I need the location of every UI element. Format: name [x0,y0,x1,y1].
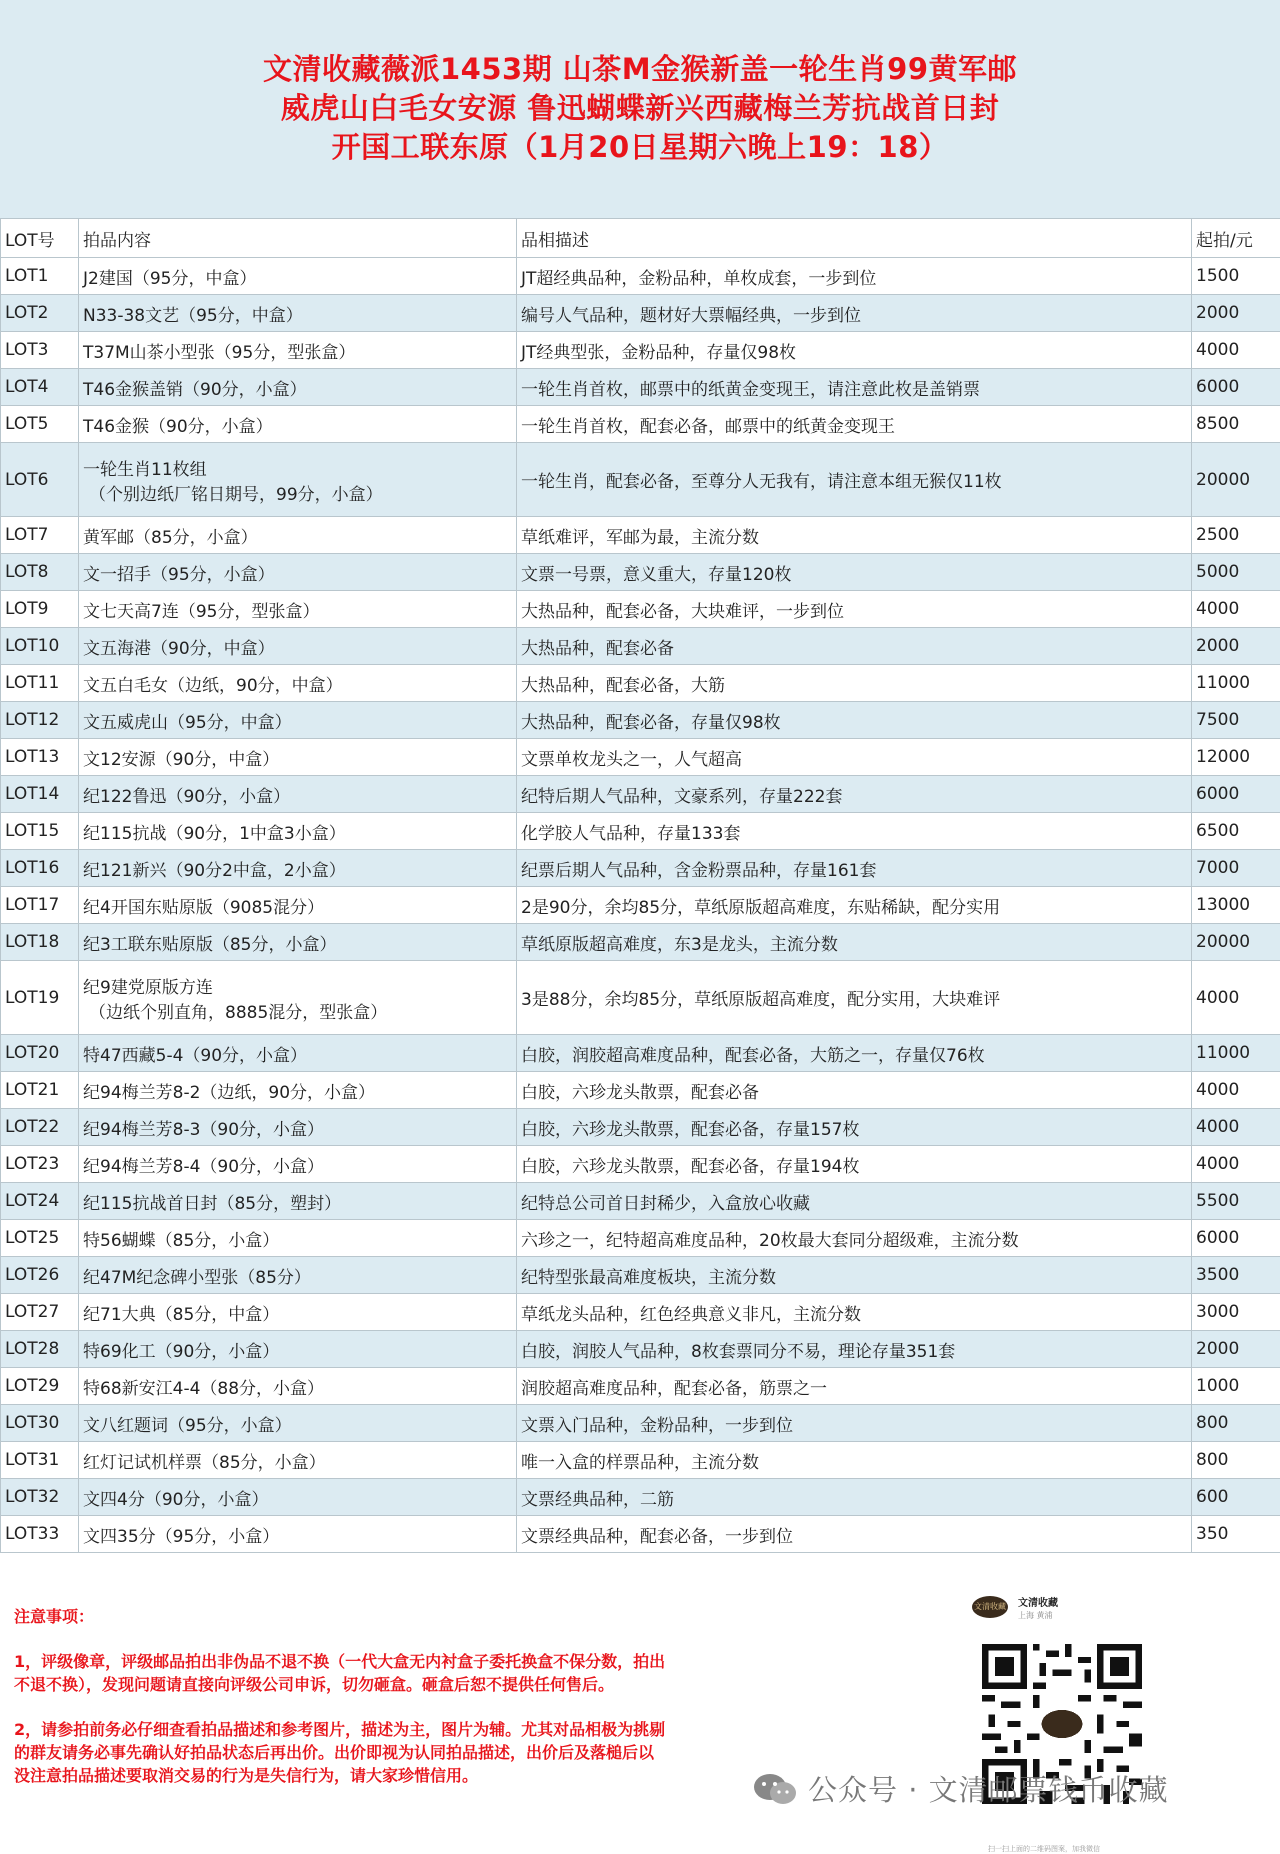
title-line-2: 威虎山白毛女安源 鲁迅蝴蝶新兴西藏梅兰芳抗战首日封 [0,89,1280,128]
item-cell: T37M山茶小型张（95分，型张盒） [79,332,517,369]
item-cell: J2建国（95分，中盒） [79,258,517,295]
lot-number-cell: LOT6 [1,443,79,517]
table-row [1,258,1280,295]
notes-p2-line1: 2，请参拍前务必仔细查看拍品描述和参考图片，描述为主，图片为辅。尤其对品相极为挑剔 [14,1718,774,1741]
lot-number-cell: LOT14 [1,776,79,813]
description-cell: JT经典型张，金粉品种，存量仅98枚 [517,332,1192,369]
start-price-cell: 1000 [1192,1368,1280,1405]
watermark [752,1768,1169,1809]
table-row [1,1257,1280,1294]
table-row [1,517,1280,554]
item-cell: 特69化工（90分，小盒） [79,1331,517,1368]
description-cell: 唯一入盒的样票品种，主流分数 [517,1442,1192,1479]
lot-number-cell: LOT20 [1,1035,79,1072]
description-cell: 六珍之一，纪特超高难度品种，20枚最大套同分超级难，主流分数 [517,1220,1192,1257]
start-price-cell: 6000 [1192,1220,1280,1257]
description-cell: 纪特型张最高难度板块，主流分数 [517,1257,1192,1294]
lot-number-cell: LOT13 [1,739,79,776]
table-row [1,1442,1280,1479]
notes-p2-line2: 的群友请务必事先确认好拍品状态后再出价。出价即视为认同拍品描述，出价后及落槌后以 [14,1741,774,1764]
start-price-cell: 600 [1192,1479,1280,1516]
lot-number-cell: LOT2 [1,295,79,332]
lot-number-cell: LOT12 [1,702,79,739]
lot-number-cell: LOT26 [1,1257,79,1294]
notes-title: 注意事项： [14,1604,94,1627]
description-cell: 编号人气品种，题材好大票幅经典，一步到位 [517,295,1192,332]
item-cell: 文四4分（90分，小盒） [79,1479,517,1516]
item-cell: 纪121新兴（90分2中盒，2小盒） [79,850,517,887]
table-row [1,1516,1280,1553]
table-row [1,1220,1280,1257]
start-price-cell: 1500 [1192,258,1280,295]
item-line-2: （边纸个别直角，8885混分，型张盒） [83,998,512,1023]
lot-number-cell: LOT1 [1,258,79,295]
table-row [1,332,1280,369]
item-cell: T46金猴（90分，小盒） [79,406,517,443]
col-header-item: 拍品内容 [79,219,517,258]
table-header-row [1,219,1280,258]
table-row [1,887,1280,924]
description-cell: 白胶，润胶超高难度品种，配套必备，大筋之一，存量仅76枚 [517,1035,1192,1072]
table-row [1,776,1280,813]
table-row [1,1405,1280,1442]
description-cell: 文票一号票，意义重大，存量120枚 [517,554,1192,591]
table-row [1,369,1280,406]
description-cell: 文票经典品种，配套必备，一步到位 [517,1516,1192,1553]
lot-number-cell: LOT22 [1,1109,79,1146]
start-price-cell: 4000 [1192,332,1280,369]
item-cell: 文五威虎山（95分，中盒） [79,702,517,739]
start-price-cell: 2500 [1192,517,1280,554]
start-price-cell: 6500 [1192,813,1280,850]
item-cell: 文五白毛女（边纸，90分，中盒） [79,665,517,702]
brand-row [972,1588,1162,1628]
lot-number-cell: LOT27 [1,1294,79,1331]
start-price-cell: 4000 [1192,961,1280,1035]
item-cell: 红灯记试机样票（85分，小盒） [79,1442,517,1479]
lot-number-cell: LOT18 [1,924,79,961]
start-price-cell: 11000 [1192,1035,1280,1072]
description-cell: 大热品种，配套必备，大块难评，一步到位 [517,591,1192,628]
start-price-cell: 6000 [1192,369,1280,406]
lot-number-cell: LOT15 [1,813,79,850]
item-cell: 文七天高7连（95分，型张盒） [79,591,517,628]
lot-number-cell: LOT33 [1,1516,79,1553]
item-cell: 特47西藏5-4（90分，小盒） [79,1035,517,1072]
table-row [1,1294,1280,1331]
item-cell: 纪115抗战首日封（85分，塑封） [79,1183,517,1220]
description-cell: 白胶，六珍龙头散票，配套必备，存量194枚 [517,1146,1192,1183]
notes-paragraph-1 [14,1650,774,1696]
description-cell: 纪特后期人气品种，文豪系列，存量222套 [517,776,1192,813]
description-cell: 大热品种，配套必备，存量仅98枚 [517,702,1192,739]
item-cell: 纪3工联东贴原版（85分，小盒） [79,924,517,961]
start-price-cell: 12000 [1192,739,1280,776]
lot-number-cell: LOT10 [1,628,79,665]
table-row [1,1183,1280,1220]
start-price-cell: 2000 [1192,295,1280,332]
lot-number-cell: LOT8 [1,554,79,591]
item-cell: 纪94梅兰芳8-3（90分，小盒） [79,1109,517,1146]
item-cell [79,961,517,1035]
lot-number-cell: LOT19 [1,961,79,1035]
item-cell: 文五海港（90分，中盒） [79,628,517,665]
lot-number-cell: LOT3 [1,332,79,369]
start-price-cell: 5000 [1192,554,1280,591]
description-cell: 大热品种，配套必备 [517,628,1192,665]
start-price-cell: 2000 [1192,628,1280,665]
start-price-cell: 800 [1192,1405,1280,1442]
lot-number-cell: LOT9 [1,591,79,628]
notes-paragraph-2 [14,1718,774,1787]
description-cell: 白胶，六珍龙头散票，配套必备，存量157枚 [517,1109,1192,1146]
table-row [1,295,1280,332]
item-cell: 纪47M纪念碑小型张（85分） [79,1257,517,1294]
start-price-cell: 20000 [1192,924,1280,961]
lot-number-cell: LOT29 [1,1368,79,1405]
lot-number-cell: LOT7 [1,517,79,554]
table-row [1,1368,1280,1405]
item-line-1: 一轮生肖11枚组 [83,460,207,480]
item-cell: 纪4开国东贴原版（9085混分） [79,887,517,924]
item-cell: 文八红题词（95分，小盒） [79,1405,517,1442]
item-line-1: 纪9建党原版方连 [83,978,213,998]
table-row [1,739,1280,776]
lot-number-cell: LOT21 [1,1072,79,1109]
description-cell: JT超经典品种，金粉品种，单枚成套，一步到位 [517,258,1192,295]
description-cell: 纪票后期人气品种，含金粉票品种，存量161套 [517,850,1192,887]
qr-caption: 扫一扫上面的二维码图案，加我微信 [988,1844,1100,1854]
table-row [1,591,1280,628]
lot-number-cell: LOT32 [1,1479,79,1516]
start-price-cell: 8500 [1192,406,1280,443]
table-row [1,1035,1280,1072]
start-price-cell: 3500 [1192,1257,1280,1294]
notes-p1-line2: 不退不换），发现问题请直接向评级公司申诉，切勿砸盒。砸盒后恕不提供任何售后。 [14,1673,774,1696]
start-price-cell: 4000 [1192,591,1280,628]
brand-name: 文清收藏 [1018,1594,1058,1609]
notes-p1-line1: 1，评级像章，评级邮品拍出非伪品不退不换（一代大盒无内衬盒子委托换盒不保分数，拍出 [14,1650,774,1673]
description-cell: 草纸龙头品种，红色经典意义非凡，主流分数 [517,1294,1192,1331]
table-row [1,443,1280,517]
lot-number-cell: LOT25 [1,1220,79,1257]
item-cell: 纪115抗战（90分，1中盒3小盒） [79,813,517,850]
lot-number-cell: LOT5 [1,406,79,443]
brand-logo: 文清收藏 [972,1596,1008,1618]
item-cell: 黄军邮（85分，小盒） [79,517,517,554]
lot-number-cell: LOT17 [1,887,79,924]
table-row [1,406,1280,443]
lot-number-cell: LOT23 [1,1146,79,1183]
start-price-cell: 2000 [1192,1331,1280,1368]
description-cell: 一轮生肖，配套必备，至尊分人无我有，请注意本组无猴仅11枚 [517,443,1192,517]
col-header-desc: 品相描述 [517,219,1192,258]
description-cell: 一轮生肖首枚，配套必备，邮票中的纸黄金变现王 [517,406,1192,443]
item-cell: 纪122鲁迅（90分，小盒） [79,776,517,813]
table-row [1,1109,1280,1146]
description-cell: 草纸难评，军邮为最，主流分数 [517,517,1192,554]
item-cell: 特56蝴蝶（85分，小盒） [79,1220,517,1257]
description-cell: 大热品种，配套必备，大筋 [517,665,1192,702]
description-cell: 文票入门品种，金粉品种，一步到位 [517,1405,1192,1442]
notes-section [0,1560,1280,1830]
table-row [1,1072,1280,1109]
table-row [1,924,1280,961]
start-price-cell: 350 [1192,1516,1280,1553]
description-cell: 化学胶人气品种，存量133套 [517,813,1192,850]
start-price-cell: 4000 [1192,1072,1280,1109]
watermark-text: 公众号 · 文清邮票钱币收藏 [808,1768,1169,1809]
description-cell: 2是90分，余均85分，草纸原版超高难度，东贴稀缺，配分实用 [517,887,1192,924]
notes-p2-line3: 没注意拍品描述要取消交易的行为是失信行为，请大家珍惜信用。 [14,1764,774,1787]
description-cell: 一轮生肖首枚，邮票中的纸黄金变现王，请注意此枚是盖销票 [517,369,1192,406]
item-cell [79,443,517,517]
item-line-2: （个别边纸厂铭日期号，99分，小盒） [83,480,512,505]
start-price-cell: 3000 [1192,1294,1280,1331]
item-cell: 文12安源（90分，中盒） [79,739,517,776]
start-price-cell: 20000 [1192,443,1280,517]
table-row [1,702,1280,739]
table-row [1,1331,1280,1368]
description-cell: 草纸原版超高难度，东3是龙头，主流分数 [517,924,1192,961]
table-row [1,1479,1280,1516]
table-row [1,850,1280,887]
description-cell: 3是88分，余均85分，草纸原版超高难度，配分实用，大块难评 [517,961,1192,1035]
lot-number-cell: LOT11 [1,665,79,702]
start-price-cell: 7500 [1192,702,1280,739]
table-row [1,665,1280,702]
table-body [1,258,1280,1553]
table-row [1,554,1280,591]
title-line-3: 开国工联东原（1月20日星期六晚上19：18） [0,128,1280,167]
item-cell: 纪94梅兰芳8-2（边纸，90分，小盒） [79,1072,517,1109]
start-price-cell: 5500 [1192,1183,1280,1220]
lot-number-cell: LOT24 [1,1183,79,1220]
description-cell: 润胶超高难度品种，配套必备，筋票之一 [517,1368,1192,1405]
description-cell: 纪特总公司首日封稀少，入盒放心收藏 [517,1183,1192,1220]
lot-number-cell: LOT31 [1,1442,79,1479]
item-cell: 特68新安江4-4（88分，小盒） [79,1368,517,1405]
item-cell: 纪71大典（85分，中盒） [79,1294,517,1331]
lot-number-cell: LOT30 [1,1405,79,1442]
lot-table [0,218,1280,1553]
start-price-cell: 11000 [1192,665,1280,702]
start-price-cell: 13000 [1192,887,1280,924]
item-cell: T46金猴盖销（90分，小盒） [79,369,517,406]
wechat-icon [752,1772,798,1806]
table-row [1,961,1280,1035]
table-row [1,813,1280,850]
lot-number-cell: LOT4 [1,369,79,406]
col-header-lot: LOT号 [1,219,79,258]
description-cell: 白胶，六珍龙头散票，配套必备 [517,1072,1192,1109]
lot-number-cell: LOT28 [1,1331,79,1368]
table-row [1,1146,1280,1183]
description-cell: 文票单枚龙头之一，人气超高 [517,739,1192,776]
item-cell: N33-38文艺（95分，中盒） [79,295,517,332]
lot-number-cell: LOT16 [1,850,79,887]
col-header-price: 起拍/元 [1192,219,1280,258]
page-header [0,0,1280,218]
title-line-1: 文清收藏薇派1453期 山茶M金猴新盖一轮生肖99黄军邮 [0,50,1280,89]
table-row [1,628,1280,665]
start-price-cell: 4000 [1192,1109,1280,1146]
start-price-cell: 4000 [1192,1146,1280,1183]
item-cell: 纪94梅兰芳8-4（90分，小盒） [79,1146,517,1183]
item-cell: 文一招手（95分，小盒） [79,554,517,591]
start-price-cell: 7000 [1192,850,1280,887]
start-price-cell: 800 [1192,1442,1280,1479]
brand-subtitle: 上海 黄浦 [1018,1610,1053,1621]
description-cell: 文票经典品种，二筋 [517,1479,1192,1516]
item-cell: 文四35分（95分，小盒） [79,1516,517,1553]
description-cell: 白胶，润胶人气品种，8枚套票同分不易，理论存量351套 [517,1331,1192,1368]
start-price-cell: 6000 [1192,776,1280,813]
